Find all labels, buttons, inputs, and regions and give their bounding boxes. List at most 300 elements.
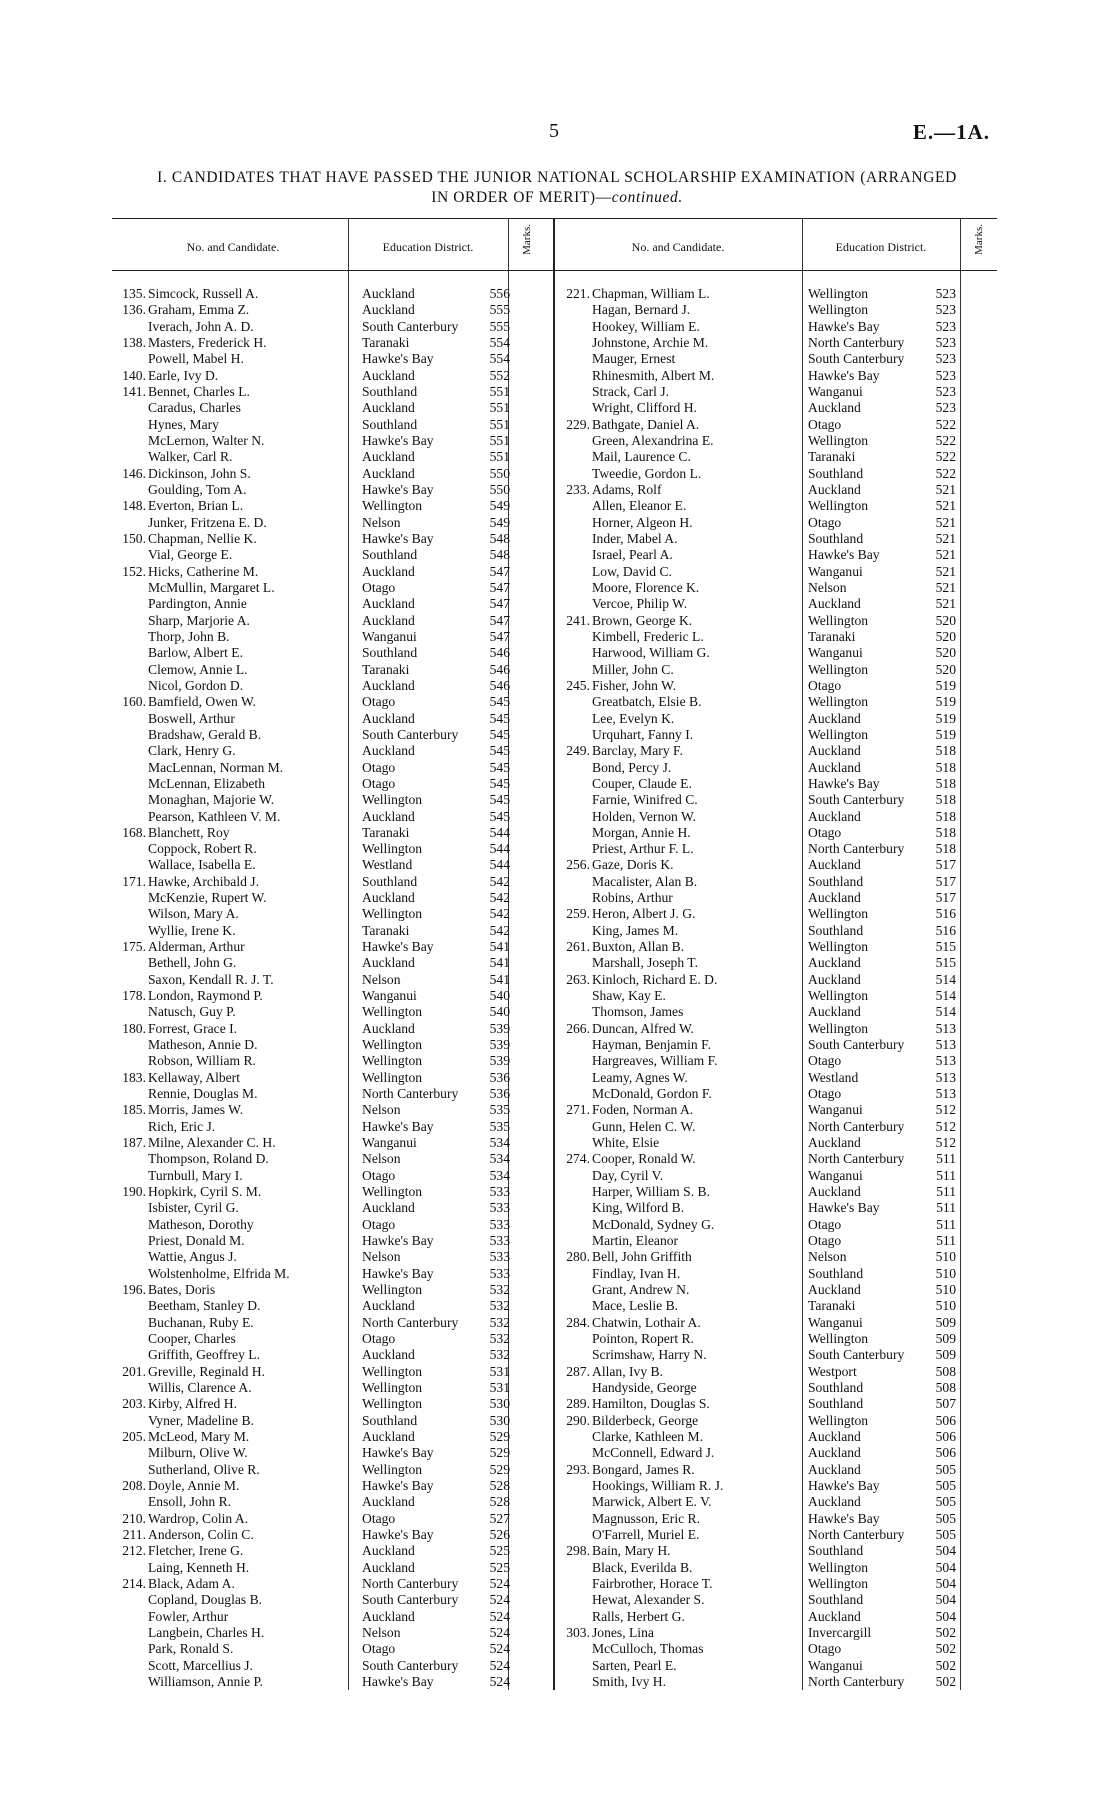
- table-row: [556, 482, 996, 498]
- education-district: Auckland: [808, 481, 861, 497]
- candidate-number: 180.: [122, 1020, 146, 1036]
- education-district: Taranaki: [808, 1298, 856, 1314]
- table-row: [112, 433, 552, 449]
- education-district: Wellington: [808, 939, 869, 955]
- marks-value: 508: [935, 1379, 956, 1395]
- candidate-name: Vial, George E.: [148, 547, 233, 563]
- candidate-number: 138.: [122, 334, 146, 350]
- education-district: Otago: [362, 775, 396, 791]
- candidate-number: 259.: [566, 906, 590, 922]
- education-district: Auckland: [362, 1543, 415, 1559]
- candidate-name: Miller, John C.: [592, 661, 674, 677]
- candidate-name: Junker, Fritzena E. D.: [148, 514, 267, 530]
- table-row: [556, 302, 996, 318]
- candidate-name: Sarten, Pearl E.: [592, 1657, 677, 1673]
- marks-value: 515: [935, 939, 956, 955]
- table-row: [556, 1119, 996, 1135]
- education-district: Southland: [808, 1379, 864, 1395]
- table-row: [112, 906, 552, 922]
- marks-value: 513: [935, 1086, 956, 1102]
- candidate-name: Hicks, Catherine M.: [148, 563, 259, 579]
- education-district: Taranaki: [808, 449, 856, 465]
- table-row: [556, 1494, 996, 1510]
- candidate-name: Williamson, Annie P.: [148, 1673, 264, 1689]
- marks-value: 529: [489, 1428, 510, 1444]
- table-row: [556, 433, 996, 449]
- marks-value: 504: [935, 1559, 956, 1575]
- table-row: [556, 1543, 996, 1559]
- marks-value: 518: [935, 841, 956, 857]
- candidate-name: Findlay, Ivan H.: [592, 1265, 681, 1281]
- candidate-name: Kellaway, Albert: [148, 1069, 240, 1085]
- candidate-name: Hookey, William E.: [592, 318, 700, 334]
- table-row: [556, 1347, 996, 1363]
- table-row: [556, 1135, 996, 1151]
- marks-value: 527: [489, 1510, 510, 1526]
- table-row: [112, 1200, 552, 1216]
- marks-value: 517: [935, 873, 956, 889]
- table-row: [112, 1380, 552, 1396]
- table-row: [112, 1462, 552, 1478]
- candidate-name: Beetham, Stanley D.: [148, 1298, 261, 1314]
- education-district: Westland: [808, 1069, 859, 1085]
- marks-value: 525: [489, 1559, 510, 1575]
- candidate-name: Low, David C.: [592, 563, 672, 579]
- table-row: [112, 727, 552, 743]
- marks-value: 547: [489, 628, 510, 644]
- education-district: Wanganui: [362, 628, 417, 644]
- education-district: Auckland: [808, 1461, 861, 1477]
- candidate-name: Milne, Alexander C. H.: [148, 1135, 276, 1151]
- marks-value: 547: [489, 612, 510, 628]
- candidate-name: Kirby, Alfred H.: [148, 1396, 237, 1412]
- candidate-number: 245.: [566, 677, 590, 693]
- education-district: Wanganui: [362, 988, 417, 1004]
- candidate-number: 303.: [566, 1624, 590, 1640]
- candidate-number: 210.: [122, 1510, 146, 1526]
- candidate-name: Everton, Brian L.: [148, 498, 244, 514]
- candidate-name: Masters, Frederick H.: [148, 334, 267, 350]
- education-district: Hawke's Bay: [362, 1233, 434, 1249]
- education-district: Otago: [808, 824, 842, 840]
- candidate-name: MacLennan, Norman M.: [148, 759, 284, 775]
- marks-value: 525: [489, 1543, 510, 1559]
- marks-value: 547: [489, 596, 510, 612]
- education-district: Nelson: [362, 1249, 401, 1265]
- marks-value: 548: [489, 547, 510, 563]
- candidate-name: Thompson, Roland D.: [148, 1151, 269, 1167]
- marks-value: 523: [935, 367, 956, 383]
- candidate-number: 249.: [566, 743, 590, 759]
- table-row: [556, 1004, 996, 1020]
- table-row: [112, 825, 552, 841]
- table-row: [112, 1119, 552, 1135]
- candidate-name: Scott, Marcellius J.: [148, 1657, 253, 1673]
- education-district: Taranaki: [362, 922, 410, 938]
- education-district: Wellington: [362, 1037, 423, 1053]
- education-district: North Canterbury: [808, 1151, 905, 1167]
- education-district: Otago: [808, 416, 842, 432]
- education-district: Hawke's Bay: [362, 1526, 434, 1542]
- marks-value: 518: [935, 775, 956, 791]
- education-district: Wellington: [362, 1184, 423, 1200]
- education-district: Auckland: [808, 1282, 861, 1298]
- candidate-name: Kimbell, Frederic L.: [592, 628, 704, 644]
- table-row: [556, 1233, 996, 1249]
- education-district: North Canterbury: [808, 334, 905, 350]
- education-district: Wellington: [808, 286, 869, 301]
- table-row: [112, 1315, 552, 1331]
- candidate-name: Buchanan, Ruby E.: [148, 1314, 254, 1330]
- candidate-name: King, James M.: [592, 922, 679, 938]
- table-row: [556, 400, 996, 416]
- table-row: [112, 417, 552, 433]
- candidate-number: 187.: [122, 1135, 146, 1151]
- candidate-name: Fisher, John W.: [592, 677, 677, 693]
- education-district: Southland: [808, 530, 864, 546]
- candidate-name: Cooper, Charles: [148, 1331, 236, 1346]
- table-row: [556, 776, 996, 792]
- education-district: Auckland: [362, 1559, 415, 1575]
- marks-value: 521: [935, 530, 956, 546]
- candidate-number: 287.: [566, 1363, 590, 1379]
- table-row: [556, 580, 996, 596]
- education-district: Hawke's Bay: [362, 1118, 434, 1134]
- education-district: Taranaki: [808, 628, 856, 644]
- marks-value: 530: [489, 1396, 510, 1412]
- table-row: [112, 972, 552, 988]
- education-district: Invercargill: [808, 1624, 872, 1640]
- marks-value: 539: [489, 1053, 510, 1069]
- table-row: [112, 1592, 552, 1608]
- education-district: Auckland: [808, 890, 861, 906]
- table-row: [556, 760, 996, 776]
- marks-value: 511: [936, 1184, 956, 1200]
- candidate-name: Cooper, Ronald W.: [592, 1151, 696, 1167]
- table-row: [112, 580, 552, 596]
- table-row: [112, 1021, 552, 1037]
- candidate-name: Rhinesmith, Albert M.: [592, 367, 715, 383]
- table-row: [112, 1135, 552, 1151]
- candidate-name: Fowler, Arthur: [148, 1608, 229, 1624]
- marks-value: 554: [489, 351, 510, 367]
- education-district: Southland: [362, 547, 418, 563]
- education-district: Wellington: [808, 1412, 869, 1428]
- education-district: South Canterbury: [362, 318, 459, 334]
- table-row: [112, 988, 552, 1004]
- candidate-number: 205.: [122, 1428, 146, 1444]
- table-row: [556, 1576, 996, 1592]
- table-row: [556, 613, 996, 629]
- marks-value: 515: [935, 955, 956, 971]
- table-row: [112, 792, 552, 808]
- candidate-number: 160.: [122, 694, 146, 710]
- candidate-name: Buxton, Allan B.: [592, 939, 685, 955]
- marks-value: 550: [489, 465, 510, 481]
- education-district: Otago: [362, 579, 396, 595]
- marks-value: 535: [489, 1102, 510, 1118]
- education-district: Wellington: [808, 1020, 869, 1036]
- marks-value: 520: [935, 661, 956, 677]
- marks-value: 551: [489, 383, 510, 399]
- marks-value: 519: [935, 710, 956, 726]
- table-row: [556, 417, 996, 433]
- table-row: [556, 1070, 996, 1086]
- table-row: [556, 1266, 996, 1282]
- marks-value: 548: [489, 530, 510, 546]
- marks-value: 506: [935, 1445, 956, 1461]
- table-row: [112, 1494, 552, 1510]
- education-district: Hawke's Bay: [362, 351, 434, 367]
- table-row: [112, 1674, 552, 1690]
- education-district: Wellington: [362, 792, 423, 808]
- education-district: Southland: [808, 873, 864, 889]
- table-row: [556, 1380, 996, 1396]
- marks-value: 518: [935, 808, 956, 824]
- table-row: [556, 1674, 996, 1690]
- table-row: [556, 1315, 996, 1331]
- candidate-name: Natusch, Guy P.: [148, 1004, 236, 1020]
- education-district: Hawke's Bay: [808, 1477, 880, 1493]
- candidates-table-left: [112, 286, 552, 1690]
- candidate-name: Clark, Henry G.: [148, 743, 236, 759]
- header-candidate-left: No. and Candidate.: [186, 240, 280, 254]
- table-row: [556, 1445, 996, 1461]
- table-row: [112, 515, 552, 531]
- education-district: Wanganui: [808, 645, 863, 661]
- marks-value: 523: [935, 383, 956, 399]
- marks-value: 511: [936, 1167, 956, 1183]
- candidate-name: Caradus, Charles: [148, 400, 241, 416]
- candidate-name: Boswell, Arthur: [148, 710, 235, 726]
- education-district: Hawke's Bay: [362, 1477, 434, 1493]
- table-row: [112, 1658, 552, 1674]
- education-district: Otago: [808, 677, 842, 693]
- marks-value: 546: [489, 661, 510, 677]
- marks-value: 545: [489, 792, 510, 808]
- candidate-name: Barlow, Albert E.: [148, 645, 244, 661]
- table-row: [556, 1086, 996, 1102]
- candidate-number: 212.: [122, 1543, 146, 1559]
- marks-value: 545: [489, 759, 510, 775]
- marks-value: 518: [935, 759, 956, 775]
- table-row: [556, 1641, 996, 1657]
- candidate-number: 208.: [122, 1477, 146, 1493]
- table-row: [556, 335, 996, 351]
- education-district: Wellington: [362, 1396, 423, 1412]
- marks-value: 549: [489, 498, 510, 514]
- table-row: [112, 1609, 552, 1625]
- candidate-number: 211.: [122, 1526, 146, 1542]
- header-district-right: Education District.: [835, 240, 927, 254]
- table-row: [112, 1233, 552, 1249]
- candidate-name: McLernon, Walter N.: [148, 432, 265, 448]
- marks-value: 505: [935, 1494, 956, 1510]
- education-district: Auckland: [808, 1494, 861, 1510]
- table-row: [112, 1184, 552, 1200]
- education-district: Otago: [808, 1233, 842, 1249]
- candidate-number: 136.: [122, 302, 146, 318]
- marks-value: 555: [489, 318, 510, 334]
- candidate-name: Hayman, Benjamin F.: [592, 1037, 711, 1053]
- marks-value: 529: [489, 1461, 510, 1477]
- candidate-name: McLennan, Elizabeth: [148, 775, 266, 791]
- marks-value: 521: [935, 498, 956, 514]
- education-district: Otago: [362, 1331, 396, 1346]
- marks-value: 509: [935, 1347, 956, 1363]
- marks-value: 519: [935, 677, 956, 693]
- marks-value: 504: [935, 1575, 956, 1591]
- education-district: Westland: [362, 857, 413, 873]
- candidate-name: Hewat, Alexander S.: [592, 1592, 705, 1608]
- candidate-name: Heron, Albert J. G.: [592, 906, 696, 922]
- candidate-name: Wilson, Mary A.: [148, 906, 239, 922]
- education-district: Auckland: [808, 1445, 861, 1461]
- table-row: [556, 1364, 996, 1380]
- marks-value: 532: [489, 1314, 510, 1330]
- table-row: [112, 1429, 552, 1445]
- candidate-number: 274.: [566, 1151, 590, 1167]
- table-row: [556, 939, 996, 955]
- marks-value: 555: [489, 302, 510, 318]
- table-row: [556, 1298, 996, 1314]
- table-row: [112, 743, 552, 759]
- education-district: Otago: [362, 1641, 396, 1657]
- marks-value: 518: [935, 743, 956, 759]
- candidate-number: 175.: [122, 939, 146, 955]
- marks-value: 536: [489, 1069, 510, 1085]
- education-district: Hawke's Bay: [362, 939, 434, 955]
- candidate-name: Sharp, Marjorie A.: [148, 612, 250, 628]
- marks-value: 532: [489, 1298, 510, 1314]
- marks-value: 523: [935, 302, 956, 318]
- education-district: Auckland: [362, 612, 415, 628]
- table-row: [556, 972, 996, 988]
- candidate-name: Monaghan, Majorie W.: [148, 792, 275, 808]
- education-district: Auckland: [362, 596, 415, 612]
- marks-value: 533: [489, 1184, 510, 1200]
- education-district: Auckland: [808, 1608, 861, 1624]
- candidate-name: Chapman, Nellie K.: [148, 530, 257, 546]
- table-row: [556, 727, 996, 743]
- table-row: [112, 1086, 552, 1102]
- marks-value: 502: [935, 1673, 956, 1689]
- table-row: [556, 1462, 996, 1478]
- table-row: [556, 890, 996, 906]
- candidate-number: 266.: [566, 1020, 590, 1036]
- marks-value: 526: [489, 1526, 510, 1542]
- candidate-number: 280.: [566, 1249, 590, 1265]
- candidate-name: Magnusson, Eric R.: [592, 1510, 700, 1526]
- table-row: [556, 1625, 996, 1641]
- table-row: [112, 1053, 552, 1069]
- education-district: Wellington: [808, 906, 869, 922]
- table-row: [112, 1102, 552, 1118]
- candidate-number: 141.: [122, 383, 146, 399]
- education-district: Auckland: [362, 1494, 415, 1510]
- marks-value: 521: [935, 547, 956, 563]
- table-row: [556, 1184, 996, 1200]
- candidate-name: White, Elsie: [592, 1135, 660, 1151]
- table-row: [112, 335, 552, 351]
- marks-value: 512: [935, 1118, 956, 1134]
- candidate-name: Gunn, Helen C. W.: [592, 1118, 696, 1134]
- table-row: [112, 1217, 552, 1233]
- marks-value: 533: [489, 1233, 510, 1249]
- candidate-name: Doyle, Annie M.: [148, 1477, 240, 1493]
- education-district: Hawke's Bay: [362, 1673, 434, 1689]
- marks-value: 523: [935, 334, 956, 350]
- marks-value: 545: [489, 743, 510, 759]
- education-district: Auckland: [808, 596, 861, 612]
- candidate-name: Bennet, Charles L.: [148, 383, 250, 399]
- table-row: [112, 1560, 552, 1576]
- candidate-name: Wattie, Angus J.: [148, 1249, 237, 1265]
- candidate-name: Hargreaves, William F.: [592, 1053, 718, 1069]
- candidate-number: 241.: [566, 612, 590, 628]
- candidate-number: 190.: [122, 1184, 146, 1200]
- table-row: [112, 547, 552, 563]
- marks-value: 533: [489, 1200, 510, 1216]
- education-district: North Canterbury: [362, 1314, 459, 1330]
- candidate-name: Thomson, James: [592, 1004, 684, 1020]
- candidate-name: Bethell, John G.: [148, 955, 237, 971]
- education-district: Nelson: [362, 1151, 401, 1167]
- education-district: Auckland: [362, 743, 415, 759]
- marks-value: 514: [935, 1004, 956, 1020]
- table-row: [112, 1168, 552, 1184]
- education-district: Wellington: [362, 498, 423, 514]
- candidate-name: Fletcher, Irene G.: [148, 1543, 244, 1559]
- table-row: [112, 857, 552, 873]
- table-row: [112, 351, 552, 367]
- table-row: [556, 1102, 996, 1118]
- marks-value: 541: [489, 971, 510, 987]
- marks-value: 518: [935, 824, 956, 840]
- candidate-number: 201.: [122, 1363, 146, 1379]
- education-district: Taranaki: [362, 334, 410, 350]
- education-district: Auckland: [808, 1135, 861, 1151]
- header-marks-left: Marks.: [521, 224, 533, 255]
- marks-value: 502: [935, 1657, 956, 1673]
- education-district: Wellington: [362, 1363, 423, 1379]
- marks-value: 521: [935, 563, 956, 579]
- candidate-name: Johnstone, Archie M.: [592, 334, 709, 350]
- table-row: [556, 662, 996, 678]
- education-district: Nelson: [808, 1249, 847, 1265]
- table-row: [112, 776, 552, 792]
- marks-value: 523: [935, 351, 956, 367]
- education-district: Otago: [808, 514, 842, 530]
- candidate-name: Pardington, Annie: [148, 596, 247, 612]
- table-row: [112, 629, 552, 645]
- table-row: [556, 874, 996, 890]
- marks-value: 544: [489, 841, 510, 857]
- table-row: [556, 596, 996, 612]
- education-district: Wanganui: [808, 563, 863, 579]
- education-district: Hawke's Bay: [808, 1510, 880, 1526]
- table-row: [112, 613, 552, 629]
- marks-value: 505: [935, 1461, 956, 1477]
- table-row: [112, 1298, 552, 1314]
- candidate-name: O'Farrell, Muriel E.: [592, 1526, 700, 1542]
- education-district: Taranaki: [362, 824, 410, 840]
- marks-value: 542: [489, 890, 510, 906]
- candidate-name: Strack, Carl J.: [592, 383, 670, 399]
- marks-value: 511: [936, 1151, 956, 1167]
- education-district: Wellington: [808, 1559, 869, 1575]
- candidate-name: McConnell, Edward J.: [592, 1445, 715, 1461]
